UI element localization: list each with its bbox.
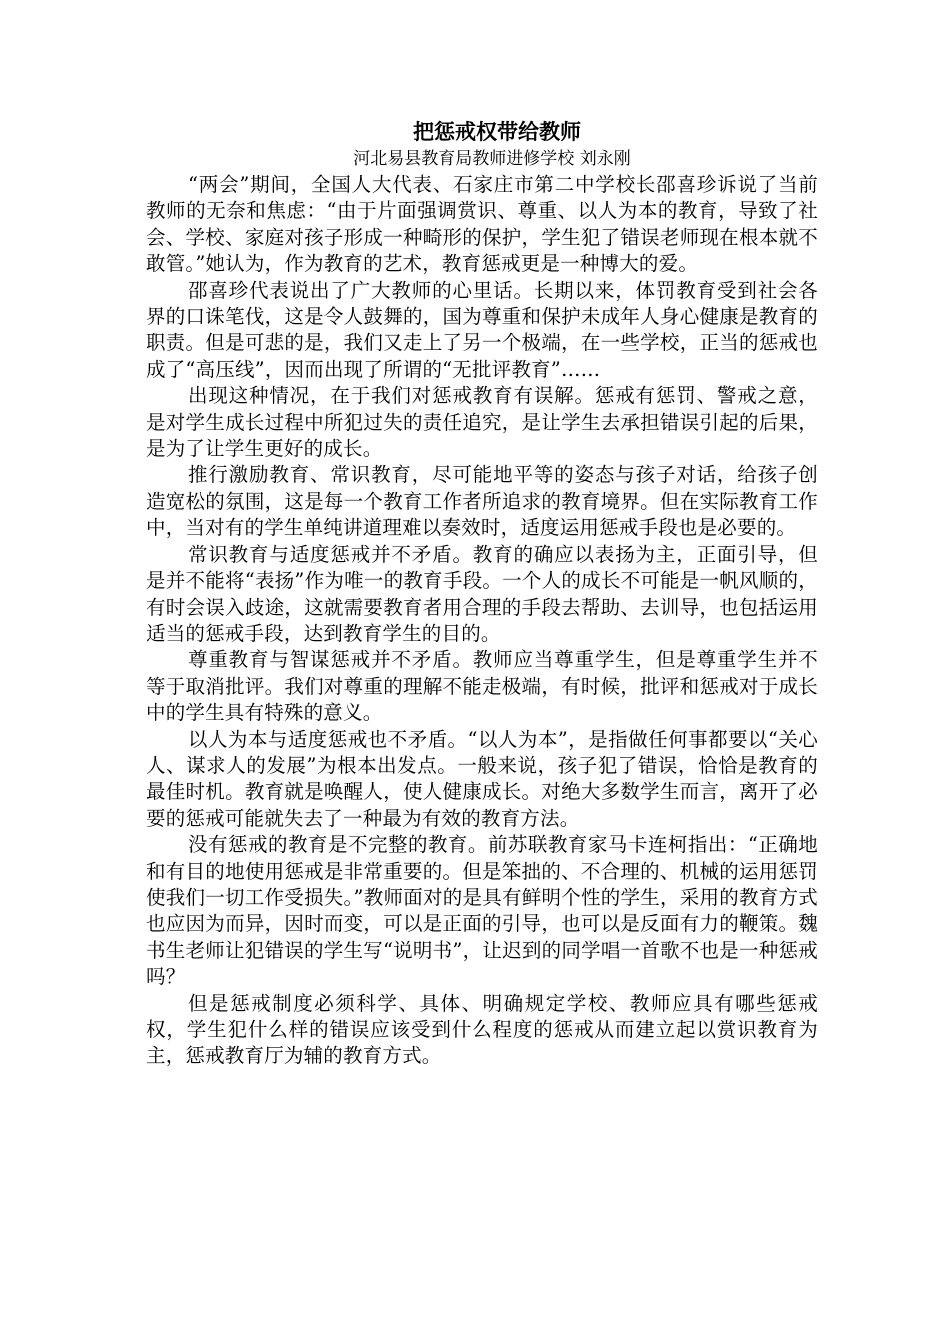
paragraph-8: 没有惩戒的教育是不完整的教育。前苏联教育家马卡连柯指出：“正确地和有目的地使用惩戒是非常重要的。但是笨拙的、不合理的、机械的运用惩罚使我们一切工作受损失。”教师面对的是具有鲜明个性的学生，采用的教育方式也应因为而异，因时而变，可以是正面的引导，也可以是反面有力的鞭策。魏书生老师让犯错误的学生写“说明书”，让迟到的同学唱一首歌不也是一种惩戒吗？ bbox=[146, 833, 818, 989]
document-page bbox=[146, 118, 818, 1070]
document-byline: 河北易县教育局教师进修学校 刘永刚 bbox=[353, 149, 631, 169]
paragraph-4: 推行激励教育、常识教育，尽可能地平等的姿态与孩子对话，给孩子创造宽松的氛围，这是每一个教育工作者所追求的教育境界。但在实际教育工作中，当对有的学生单纯讲道理难以奏效时，适度运用惩戒手段也是必要的。 bbox=[146, 463, 818, 540]
paragraph-3: 出现这种情况，在于我们对惩戒教育有误解。惩戒有惩罚、警戒之意，是对学生成长过程中所犯过失的责任追究，是让学生去承担错误引起的后果，是为了让学生更好的成长。 bbox=[146, 384, 818, 461]
paragraph-2: 邵喜珍代表说出了广大教师的心里话。长期以来，体罚教育受到社会各界的口诛笔伐，这是令人鼓舞的，国为尊重和保护未成年人身心健康是教育的职责。但是可悲的是，我们又走上了另一个极端，在一些学校，正当的惩戒也成了“高压线”，因而出现了所谓的“无批评教育”…… bbox=[146, 278, 818, 381]
paragraph-7: 以人为本与适度惩戒也不矛盾。“以人为本”，是指做任何事都要以“关心人、谋求人的发展”为根本出发点。一般来说，孩子犯了错误，恰恰是教育的最佳时机。教育就是唤醒人，使人健康成长。对绝大多数学生而言，离开了必要的惩戒可能就失去了一种最为有效的教育方法。 bbox=[146, 727, 818, 830]
paragraph-9: 但是惩戒制度必须科学、具体、明确规定学校、教师应具有哪些惩戒权，学生犯什么样的错误应该受到什么程度的惩戒从而建立起以赏识教育为主，惩戒教育厅为辅的教育方式。 bbox=[146, 991, 818, 1068]
paragraph-1: “两会”期间，全国人大代表、石家庄市第二中学校长邵喜珍诉说了当前教师的无奈和焦虑：“由于片面强调赏识、尊重、以人为本的教育，导致了社会、学校、家庭对孩子形成一种畸形的保护，学生犯了错误老师现在根本就不敢管。”她认为，作为教育的艺术，教育惩戒更是一种博大的爱。 bbox=[146, 173, 818, 276]
paragraph-6: 尊重教育与智谋惩戒并不矛盾。教师应当尊重学生，但是尊重学生并不等于取消批评。我们对尊重的理解不能走极端，有时候，批评和惩戒对于成长中的学生具有特殊的意义。 bbox=[146, 648, 818, 725]
paragraph-5: 常识教育与适度惩戒并不矛盾。教育的确应以表扬为主，正面引导，但是并不能将“表扬”作为唯一的教育手段。一个人的成长不可能是一帆风顺的，有时会误入歧途，这就需要教育者用合理的手段去帮助、去训导，也包括运用适当的惩戒手段，达到教育学生的目的。 bbox=[146, 542, 818, 645]
document-title: 把惩戒权带给教师 bbox=[413, 119, 581, 144]
